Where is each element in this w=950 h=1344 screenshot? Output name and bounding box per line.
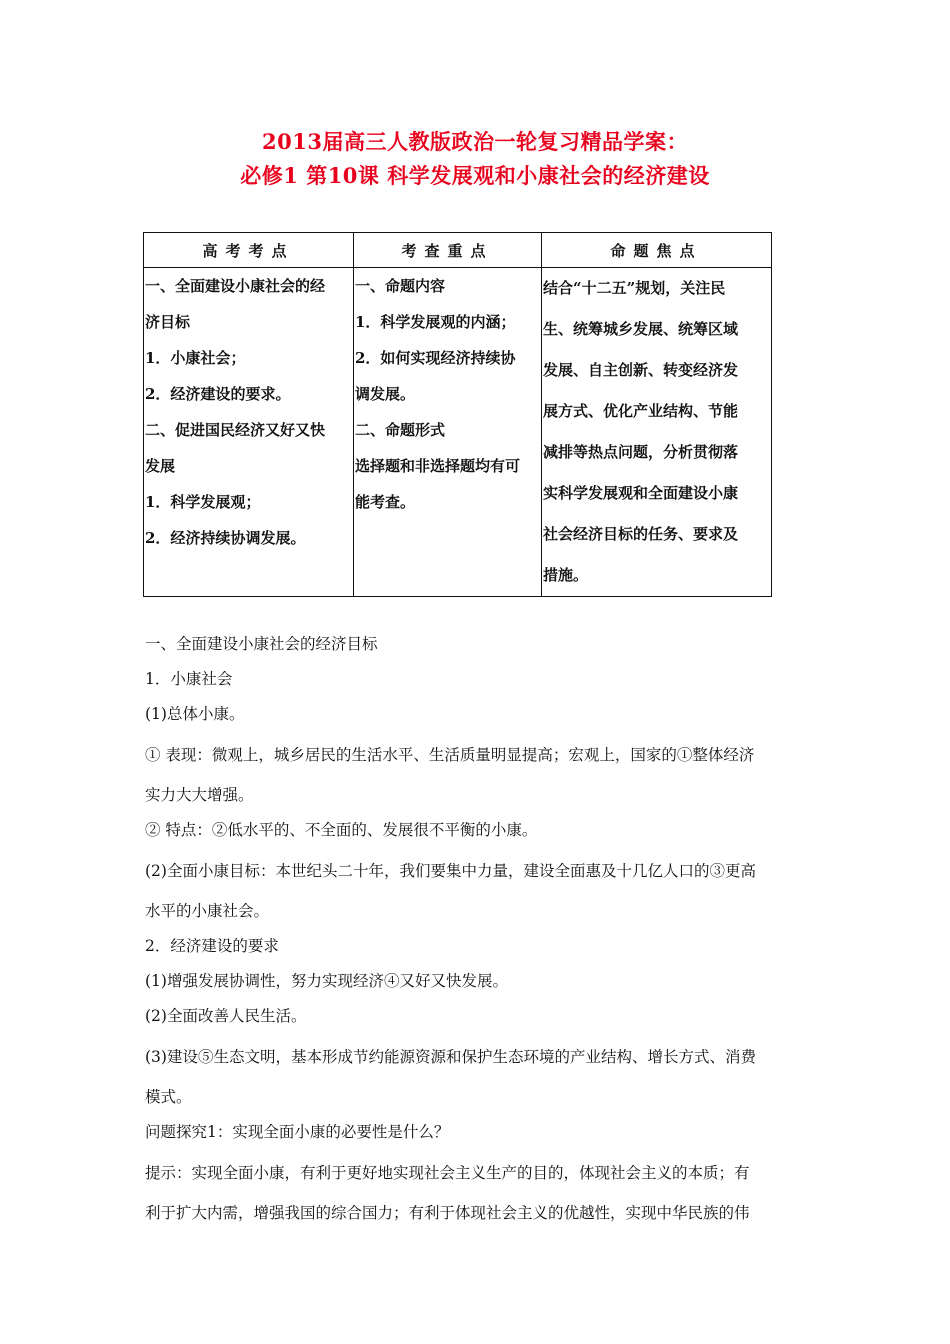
cell-line: 1．科学发展观； (145, 493, 261, 511)
paragraph-line: (2)全面小康目标：本世纪头二十年，我们要集中力量，建设全面惠及十几亿人口的③更高 (145, 862, 756, 880)
question-line: 问题探究1：实现全面小康的必要性是什么？ (145, 1123, 450, 1141)
cell-line: 1．科学发展观的内涵； (355, 313, 516, 331)
paragraph-line: 提示：实现全面小康，有利于更好地实现社会主义生产的目的，体现社会主义的本质；有 (145, 1164, 750, 1182)
cell-line: 实科学发展观和全面建设小康 (543, 484, 739, 502)
cell-line: 发展 (145, 457, 176, 475)
cell-line: 生、统筹城乡发展、统筹区域 (543, 320, 739, 338)
paragraph-line: ① 表现：微观上，城乡居民的生活水平、生活质量明显提高；宏观上，国家的①整体经济 (145, 746, 755, 764)
cell-line: 社会经济目标的任务、要求及 (543, 525, 739, 543)
cell-line: 能考查。 (355, 493, 416, 511)
document-title-line2: 必修1 第10课 科学发展观和小康社会的经济建设 (240, 163, 710, 188)
paragraph-line: ② 特点：②低水平的、不全面的、发展很不平衡的小康。 (145, 821, 538, 839)
paragraph-line: 模式。 (145, 1088, 192, 1106)
cell-line: 展方式、优化产业结构、节能 (543, 402, 739, 420)
cell-line: 2．经济持续协调发展。 (145, 529, 306, 547)
paragraph-line: (3)建设⑤生态文明，基本形成节约能源资源和保护生态环境的产业结构、增长方式、消费 (145, 1048, 756, 1066)
cell-line: 结合“十二五”规划，关注民 (543, 279, 726, 297)
cell-line: 一、命题内容 (355, 277, 446, 295)
document-title-line1: 2013届高三人教版政治一轮复习精品学案： (262, 129, 688, 154)
paragraph-line: 实力大大增强。 (145, 786, 254, 804)
table-header-key-points: 考查重点 (354, 233, 542, 268)
paragraph-line: 水平的小康社会。 (145, 902, 270, 920)
cell-line: 选择题和非选择题均有可 (355, 457, 521, 475)
cell-line: 调发展。 (355, 385, 416, 403)
paragraph-line: (1)总体小康。 (145, 705, 245, 723)
body-text (145, 627, 810, 1231)
cell-line: 发展、自主创新、转变经济发 (543, 361, 739, 379)
paragraph-line: (1)增强发展协调性，努力实现经济④又好又快发展。 (145, 972, 508, 990)
cell-line: 二、促进国民经济又好又快 (145, 421, 326, 439)
paragraph-line: (2)全面改善人民生活。 (145, 1007, 307, 1025)
subsection-heading: 2．经济建设的要求 (145, 937, 279, 955)
paragraph-line: 利于扩大内需，增强我国的综合国力；有利于体现社会主义的优越性，实现中华民族的伟 (145, 1204, 750, 1222)
subsection-heading: 1．小康社会 (145, 670, 233, 688)
table-cell-exam-points (144, 268, 354, 597)
cell-line: 措施。 (543, 566, 589, 584)
table-cell-key-points (354, 268, 542, 597)
table-header-focus: 命题焦点 (542, 233, 772, 268)
cell-line: 济目标 (145, 313, 191, 331)
cell-line: 二、命题形式 (355, 421, 446, 439)
table-row (144, 268, 772, 597)
cell-line: 1．小康社会； (145, 349, 246, 367)
table-cell-focus (542, 268, 772, 597)
cell-line: 一、全面建设小康社会的经 (145, 277, 326, 295)
table-header-exam-points: 高考考点 (144, 233, 354, 268)
section-heading: 一、全面建设小康社会的经济目标 (145, 635, 378, 653)
cell-line: 2．如何实现经济持续协 (355, 349, 516, 367)
table-header-row (144, 233, 772, 268)
cell-line: 减排等热点问题，分析贯彻落 (543, 443, 739, 461)
exam-points-table (143, 232, 772, 597)
cell-line: 2．经济建设的要求。 (145, 385, 291, 403)
